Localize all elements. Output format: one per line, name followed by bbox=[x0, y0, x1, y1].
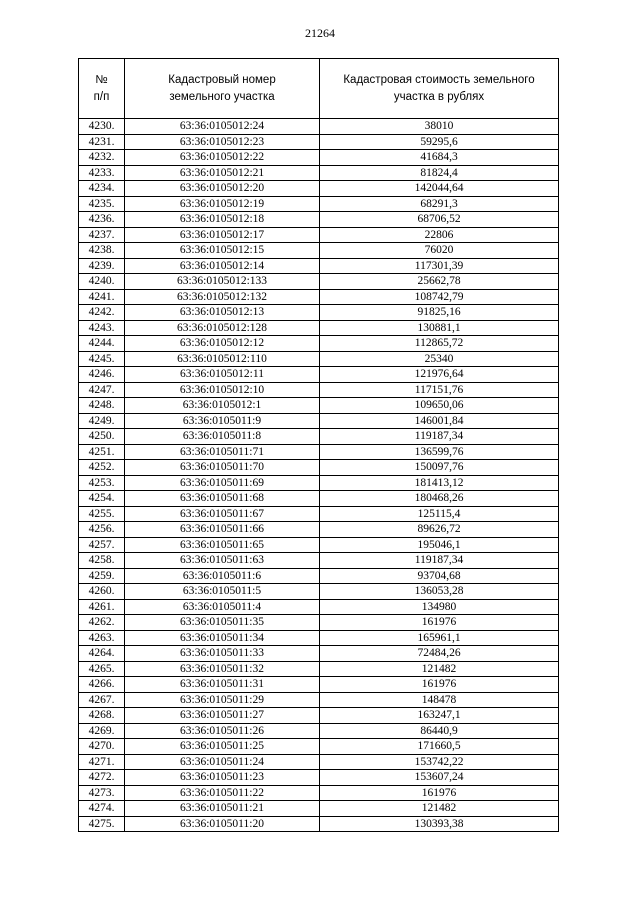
cadastral-number-cell: 63:36:0105011:35 bbox=[125, 615, 320, 631]
table-row bbox=[79, 196, 559, 212]
cadastral-number-cell: 63:36:0105011:29 bbox=[125, 692, 320, 708]
row-number-cell: 4274. bbox=[79, 801, 125, 817]
row-number-cell: 4233. bbox=[79, 165, 125, 181]
table-row bbox=[79, 212, 559, 228]
row-number-cell: 4256. bbox=[79, 522, 125, 538]
header-row bbox=[79, 59, 559, 119]
cadastral-number-cell: 63:36:0105011:33 bbox=[125, 646, 320, 662]
table-row bbox=[79, 568, 559, 584]
cadastral-value-cell: 22806 bbox=[320, 227, 559, 243]
cadastral-value-cell: 148478 bbox=[320, 692, 559, 708]
header-number bbox=[79, 59, 125, 119]
cadastral-number-cell: 63:36:0105012:10 bbox=[125, 382, 320, 398]
table-row bbox=[79, 274, 559, 290]
cadastral-number-cell: 63:36:0105012:133 bbox=[125, 274, 320, 290]
cadastral-number-cell: 63:36:0105011:66 bbox=[125, 522, 320, 538]
table-row bbox=[79, 336, 559, 352]
table-row bbox=[79, 506, 559, 522]
row-number-cell: 4257. bbox=[79, 537, 125, 553]
table-row bbox=[79, 739, 559, 755]
row-number-cell: 4231. bbox=[79, 134, 125, 150]
cadastral-value-cell: 25662,78 bbox=[320, 274, 559, 290]
cadastral-number-cell: 63:36:0105011:71 bbox=[125, 444, 320, 460]
cadastral-value-cell: 59295,6 bbox=[320, 134, 559, 150]
cadastral-number-cell: 63:36:0105012:128 bbox=[125, 320, 320, 336]
row-number-cell: 4266. bbox=[79, 677, 125, 693]
table-row bbox=[79, 785, 559, 801]
row-number-cell: 4261. bbox=[79, 599, 125, 615]
table-row bbox=[79, 553, 559, 569]
cadastral-value-cell: 136599,76 bbox=[320, 444, 559, 460]
cadastral-value-cell: 121482 bbox=[320, 801, 559, 817]
cadastral-value-cell: 119187,34 bbox=[320, 553, 559, 569]
table-row bbox=[79, 460, 559, 476]
header-value-line2: участка в рублях bbox=[393, 90, 485, 103]
cadastral-number-cell: 63:36:0105012:110 bbox=[125, 351, 320, 367]
table-row bbox=[79, 615, 559, 631]
cadastral-number-cell: 63:36:0105011:20 bbox=[125, 816, 320, 832]
cadastral-number-cell: 63:36:0105011:65 bbox=[125, 537, 320, 553]
table-row bbox=[79, 134, 559, 150]
cadastral-value-cell: 163247,1 bbox=[320, 708, 559, 724]
cadastral-value-cell: 195046,1 bbox=[320, 537, 559, 553]
cadastral-number-cell: 63:36:0105011:6 bbox=[125, 568, 320, 584]
cadastral-number-cell: 63:36:0105012:17 bbox=[125, 227, 320, 243]
cadastral-value-cell: 153742,22 bbox=[320, 754, 559, 770]
cadastral-value-cell: 180468,26 bbox=[320, 491, 559, 507]
cadastral-value-cell: 81824,4 bbox=[320, 165, 559, 181]
cadastral-number-cell: 63:36:0105012:20 bbox=[125, 181, 320, 197]
header-cadastral-line2: земельного участка bbox=[169, 90, 275, 103]
cadastral-value-cell: 72484,26 bbox=[320, 646, 559, 662]
cadastral-number-cell: 63:36:0105011:22 bbox=[125, 785, 320, 801]
table-body bbox=[79, 119, 559, 832]
table-row bbox=[79, 816, 559, 832]
cadastral-number-cell: 63:36:0105011:68 bbox=[125, 491, 320, 507]
row-number-cell: 4244. bbox=[79, 336, 125, 352]
row-number-cell: 4269. bbox=[79, 723, 125, 739]
cadastral-number-cell: 63:36:0105012:24 bbox=[125, 119, 320, 135]
cadastral-number-cell: 63:36:0105012:15 bbox=[125, 243, 320, 259]
row-number-cell: 4268. bbox=[79, 708, 125, 724]
header-number-line1: № bbox=[95, 73, 108, 86]
table-row bbox=[79, 444, 559, 460]
row-number-cell: 4239. bbox=[79, 258, 125, 274]
table-row bbox=[79, 491, 559, 507]
table-row bbox=[79, 165, 559, 181]
row-number-cell: 4263. bbox=[79, 630, 125, 646]
row-number-cell: 4238. bbox=[79, 243, 125, 259]
row-number-cell: 4240. bbox=[79, 274, 125, 290]
row-number-cell: 4236. bbox=[79, 212, 125, 228]
row-number-cell: 4254. bbox=[79, 491, 125, 507]
cadastral-value-cell: 161976 bbox=[320, 615, 559, 631]
cadastral-value-cell: 112865,72 bbox=[320, 336, 559, 352]
cadastral-value-cell: 125115,4 bbox=[320, 506, 559, 522]
cadastral-value-cell: 68291,3 bbox=[320, 196, 559, 212]
cadastral-number-cell: 63:36:0105012:21 bbox=[125, 165, 320, 181]
table-row bbox=[79, 537, 559, 553]
cadastral-value-cell: 89626,72 bbox=[320, 522, 559, 538]
cadastral-value-cell: 25340 bbox=[320, 351, 559, 367]
cadastral-value-cell: 181413,12 bbox=[320, 475, 559, 491]
row-number-cell: 4273. bbox=[79, 785, 125, 801]
row-number-cell: 4247. bbox=[79, 382, 125, 398]
cadastral-value-cell: 38010 bbox=[320, 119, 559, 135]
cadastral-number-cell: 63:36:0105012:1 bbox=[125, 398, 320, 414]
table-row bbox=[79, 429, 559, 445]
cadastral-number-cell: 63:36:0105012:13 bbox=[125, 305, 320, 321]
row-number-cell: 4265. bbox=[79, 661, 125, 677]
row-number-cell: 4248. bbox=[79, 398, 125, 414]
table-row bbox=[79, 599, 559, 615]
cadastral-value-cell: 161976 bbox=[320, 677, 559, 693]
table-row bbox=[79, 243, 559, 259]
cadastral-value-cell: 41684,3 bbox=[320, 150, 559, 166]
table-row bbox=[79, 630, 559, 646]
row-number-cell: 4260. bbox=[79, 584, 125, 600]
table-row bbox=[79, 258, 559, 274]
cadastral-number-cell: 63:36:0105011:24 bbox=[125, 754, 320, 770]
cadastral-number-cell: 63:36:0105012:19 bbox=[125, 196, 320, 212]
row-number-cell: 4232. bbox=[79, 150, 125, 166]
row-number-cell: 4235. bbox=[79, 196, 125, 212]
cadastral-value-cell: 165961,1 bbox=[320, 630, 559, 646]
row-number-cell: 4234. bbox=[79, 181, 125, 197]
cadastral-value-cell: 150097,76 bbox=[320, 460, 559, 476]
cadastral-number-cell: 63:36:0105012:12 bbox=[125, 336, 320, 352]
row-number-cell: 4249. bbox=[79, 413, 125, 429]
row-number-cell: 4246. bbox=[79, 367, 125, 383]
header-cadastral-value bbox=[320, 59, 559, 119]
cadastral-value-cell: 121976,64 bbox=[320, 367, 559, 383]
table-row bbox=[79, 351, 559, 367]
cadastral-value-cell: 121482 bbox=[320, 661, 559, 677]
table-row bbox=[79, 367, 559, 383]
row-number-cell: 4258. bbox=[79, 553, 125, 569]
cadastral-number-cell: 63:36:0105011:63 bbox=[125, 553, 320, 569]
row-number-cell: 4252. bbox=[79, 460, 125, 476]
row-number-cell: 4243. bbox=[79, 320, 125, 336]
row-number-cell: 4275. bbox=[79, 816, 125, 832]
table-row bbox=[79, 475, 559, 491]
cadastral-number-cell: 63:36:0105012:14 bbox=[125, 258, 320, 274]
table-row bbox=[79, 677, 559, 693]
page-number: 21264 bbox=[305, 26, 335, 40]
cadastral-value-cell: 142044,64 bbox=[320, 181, 559, 197]
table-row bbox=[79, 584, 559, 600]
cadastral-number-cell: 63:36:0105011:4 bbox=[125, 599, 320, 615]
header-number-line2: п/п bbox=[93, 90, 110, 103]
table-row bbox=[79, 770, 559, 786]
cadastral-value-cell: 130393,38 bbox=[320, 816, 559, 832]
cadastral-number-cell: 63:36:0105011:9 bbox=[125, 413, 320, 429]
cadastral-value-cell: 86440,9 bbox=[320, 723, 559, 739]
row-number-cell: 4245. bbox=[79, 351, 125, 367]
cadastral-value-cell: 91825,16 bbox=[320, 305, 559, 321]
cadastral-value-cell: 161976 bbox=[320, 785, 559, 801]
table-row bbox=[79, 398, 559, 414]
row-number-cell: 4237. bbox=[79, 227, 125, 243]
cadastral-value-cell: 171660,5 bbox=[320, 739, 559, 755]
cadastral-value-cell: 117301,39 bbox=[320, 258, 559, 274]
table-row bbox=[79, 646, 559, 662]
table-header bbox=[79, 59, 559, 119]
row-number-cell: 4264. bbox=[79, 646, 125, 662]
table-row bbox=[79, 305, 559, 321]
row-number-cell: 4267. bbox=[79, 692, 125, 708]
header-cadastral-line1: Кадастровый номер bbox=[168, 73, 276, 86]
cadastral-number-cell: 63:36:0105011:8 bbox=[125, 429, 320, 445]
table-row bbox=[79, 754, 559, 770]
table-row bbox=[79, 723, 559, 739]
row-number-cell: 4242. bbox=[79, 305, 125, 321]
cadastral-value-cell: 68706,52 bbox=[320, 212, 559, 228]
cadastral-number-cell: 63:36:0105012:11 bbox=[125, 367, 320, 383]
cadastral-number-cell: 63:36:0105011:23 bbox=[125, 770, 320, 786]
row-number-cell: 4272. bbox=[79, 770, 125, 786]
cadastral-number-cell: 63:36:0105011:70 bbox=[125, 460, 320, 476]
cadastral-value-cell: 93704,68 bbox=[320, 568, 559, 584]
cadastral-value-cell: 134980 bbox=[320, 599, 559, 615]
cadastral-value-cell: 130881,1 bbox=[320, 320, 559, 336]
cadastral-number-cell: 63:36:0105011:27 bbox=[125, 708, 320, 724]
table-row bbox=[79, 692, 559, 708]
cadastral-number-cell: 63:36:0105011:31 bbox=[125, 677, 320, 693]
table-row bbox=[79, 382, 559, 398]
cadastral-number-cell: 63:36:0105012:132 bbox=[125, 289, 320, 305]
row-number-cell: 4271. bbox=[79, 754, 125, 770]
table-row bbox=[79, 320, 559, 336]
cadastral-value-cell: 153607,24 bbox=[320, 770, 559, 786]
table-row bbox=[79, 413, 559, 429]
table-row bbox=[79, 181, 559, 197]
cadastral-number-cell: 63:36:0105011:34 bbox=[125, 630, 320, 646]
row-number-cell: 4241. bbox=[79, 289, 125, 305]
cadastral-number-cell: 63:36:0105012:22 bbox=[125, 150, 320, 166]
row-number-cell: 4259. bbox=[79, 568, 125, 584]
table-row bbox=[79, 150, 559, 166]
table-row bbox=[79, 522, 559, 538]
cadastral-number-cell: 63:36:0105012:18 bbox=[125, 212, 320, 228]
row-number-cell: 4253. bbox=[79, 475, 125, 491]
cadastral-value-cell: 108742,79 bbox=[320, 289, 559, 305]
cadastral-value-cell: 117151,76 bbox=[320, 382, 559, 398]
header-value-line1: Кадастровая стоимость земельного bbox=[343, 73, 535, 86]
cadastral-value-cell: 146001,84 bbox=[320, 413, 559, 429]
row-number-cell: 4262. bbox=[79, 615, 125, 631]
row-number-cell: 4250. bbox=[79, 429, 125, 445]
cadastral-number-cell: 63:36:0105011:67 bbox=[125, 506, 320, 522]
row-number-cell: 4251. bbox=[79, 444, 125, 460]
cadastral-number-cell: 63:36:0105011:5 bbox=[125, 584, 320, 600]
cadastral-value-cell: 119187,34 bbox=[320, 429, 559, 445]
row-number-cell: 4255. bbox=[79, 506, 125, 522]
cadastral-table bbox=[78, 58, 559, 832]
cadastral-value-cell: 136053,28 bbox=[320, 584, 559, 600]
cadastral-number-cell: 63:36:0105011:25 bbox=[125, 739, 320, 755]
table-row bbox=[79, 801, 559, 817]
row-number-cell: 4230. bbox=[79, 119, 125, 135]
cadastral-number-cell: 63:36:0105012:23 bbox=[125, 134, 320, 150]
table-row bbox=[79, 708, 559, 724]
cadastral-number-cell: 63:36:0105011:26 bbox=[125, 723, 320, 739]
cadastral-number-cell: 63:36:0105011:32 bbox=[125, 661, 320, 677]
table-row bbox=[79, 227, 559, 243]
table-row bbox=[79, 661, 559, 677]
cadastral-value-cell: 76020 bbox=[320, 243, 559, 259]
table-row bbox=[79, 119, 559, 135]
table-row bbox=[79, 289, 559, 305]
header-cadastral-number bbox=[125, 59, 320, 119]
row-number-cell: 4270. bbox=[79, 739, 125, 755]
cadastral-number-cell: 63:36:0105011:69 bbox=[125, 475, 320, 491]
cadastral-number-cell: 63:36:0105011:21 bbox=[125, 801, 320, 817]
cadastral-value-cell: 109650,06 bbox=[320, 398, 559, 414]
